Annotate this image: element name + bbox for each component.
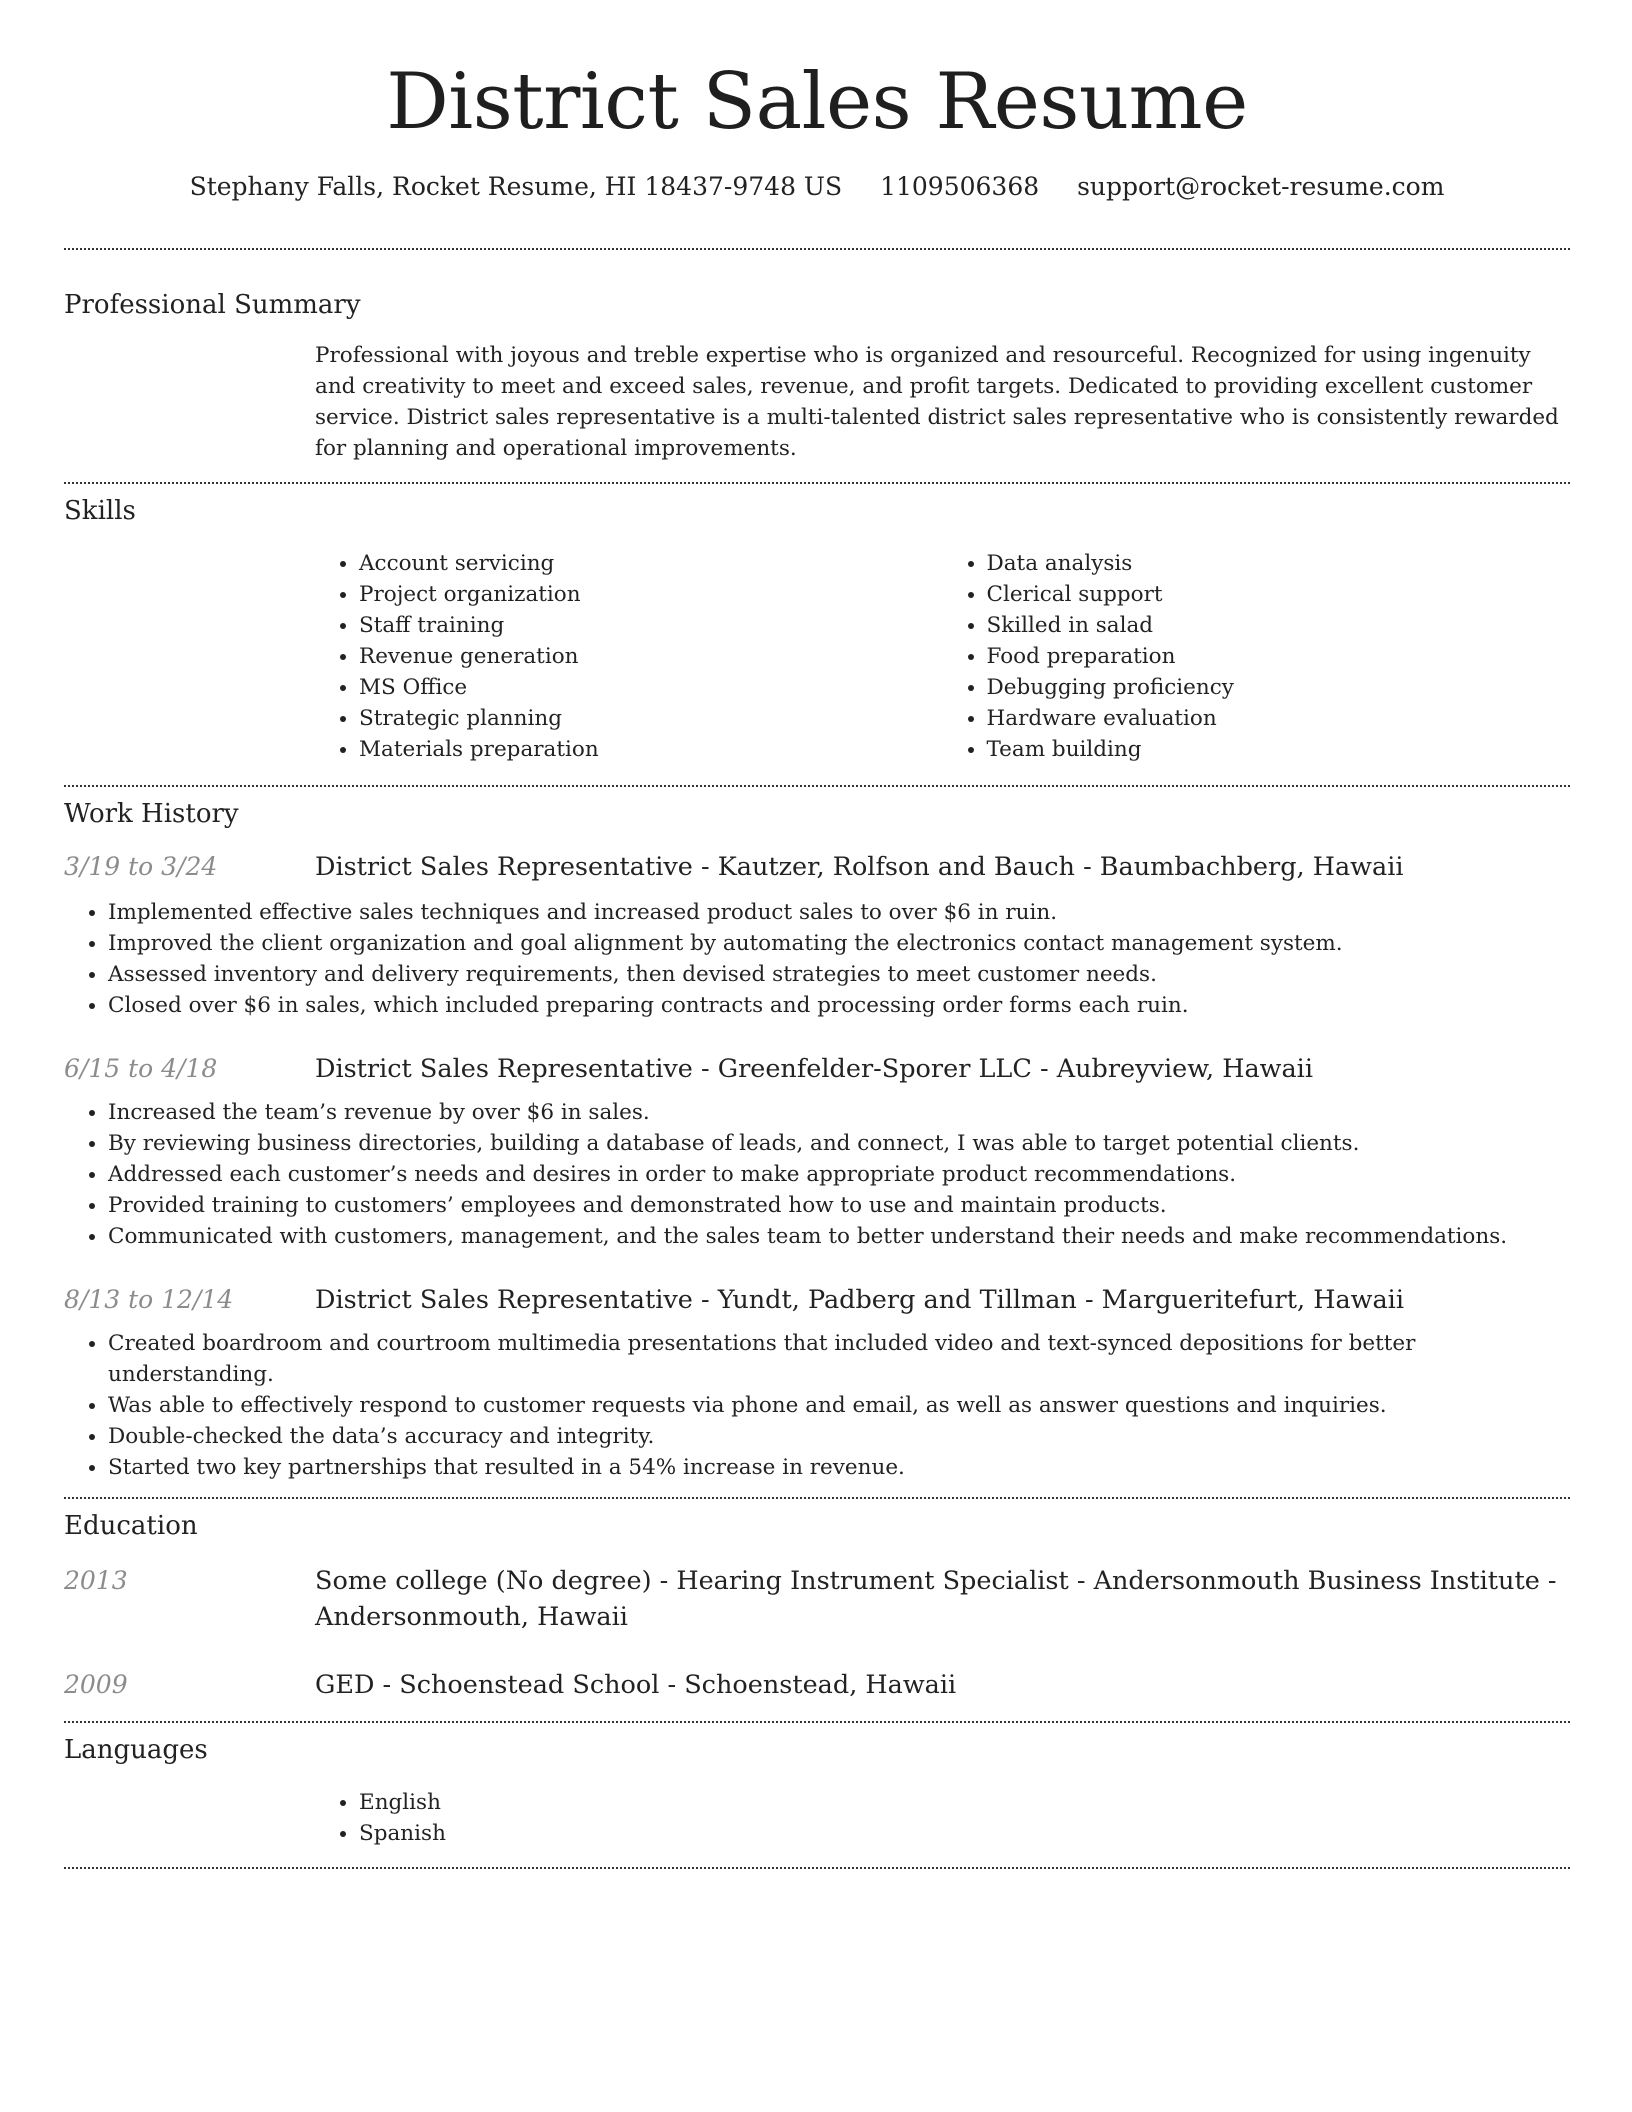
resume-page (64, 0, 1570, 1869)
job-entry (64, 1282, 1570, 1483)
education-detail: GED - Schoenstead School - Schoenstead, Hawaii (315, 1670, 957, 1700)
contact-address: Stephany Falls, Rocket Resume, HI 18437-9748 US (189, 172, 843, 201)
resume-title: District Sales Resume (386, 57, 1248, 147)
contact-line (64, 170, 1570, 204)
education-entry (64, 1563, 1570, 1635)
job-bullet: • Closed over $6 in sales, which included preparing contracts and processing order forms each ruin. (108, 990, 1570, 1021)
job-bullet: • Double-checked the data’s accuracy and integrity. (108, 1421, 1570, 1452)
job-bullet: • Implemented effective sales techniques and increased product sales to over $6 in ruin. (108, 897, 1570, 928)
education-section (64, 1499, 1570, 1703)
skills-list-right (943, 548, 1571, 765)
education-detail: Some college (No degree) - Hearing Instrument Specialist - Andersonmouth Business Institute - Andersonmouth, Hawaii (315, 1566, 1557, 1632)
job-dates: 3/19 to 3/24 (64, 852, 218, 881)
section-title-skills: Skills (64, 496, 136, 526)
contact-phone: 1109506368 (880, 172, 1040, 201)
section-title-work: Work History (64, 799, 239, 829)
skill-item: • Clerical support (987, 579, 1571, 610)
job-bullets (64, 1097, 1570, 1252)
skill-item: • Strategic planning (359, 703, 943, 734)
job-bullet: • Started two key partnerships that resulted in a 54% increase in revenue. (108, 1452, 1570, 1483)
skill-item: • Revenue generation (359, 641, 943, 672)
skill-item: • Team building (987, 734, 1571, 765)
job-bullet: • Addressed each customer’s needs and desires in order to make appropriate product recommendations. (108, 1159, 1570, 1190)
job-bullet: • Communicated with customers, management, and the sales team to better understand their needs and make recommendations. (108, 1221, 1570, 1252)
education-year: 2009 (64, 1670, 128, 1699)
language-item: • English (359, 1787, 1570, 1818)
education-entry (64, 1667, 1570, 1703)
skill-item: • Debugging proficiency (987, 672, 1571, 703)
job-dates: 8/13 to 12/14 (64, 1285, 234, 1314)
skill-item: • Food preparation (987, 641, 1571, 672)
skill-item: • Materials preparation (359, 734, 943, 765)
languages-section (64, 1723, 1570, 1849)
summary-text: Professional with joyous and treble expertise who is organized and resourceful. Recognized for using ingenuity and creativity to meet and exceed sales, revenue, and profit targets. Dedicated to providing excellent customer service. District sales representative is a multi-talented district sales representative who is consistently rewarded for planning and operational improvements. (315, 343, 1559, 461)
job-bullet: • Was able to effectively respond to customer requests via phone and email, as well as answer questions and inquiries. (108, 1390, 1570, 1421)
skill-item: • Account servicing (359, 548, 943, 579)
summary-body (315, 340, 1570, 464)
job-bullet: • Provided training to customers’ employees and demonstrated how to use and maintain products. (108, 1190, 1570, 1221)
contact-email: support@rocket-resume.com (1077, 172, 1445, 201)
languages-list (315, 1787, 1570, 1849)
job-title: District Sales Representative - Yundt, Padberg and Tillman - Margueritefurt, Hawaii (315, 1285, 1404, 1315)
skill-item: • Project organization (359, 579, 943, 610)
section-title-summary: Professional Summary (64, 290, 361, 320)
divider (64, 1867, 1570, 1869)
job-title: District Sales Representative - Greenfelder-Sporer LLC - Aubreyview, Hawaii (315, 1054, 1313, 1084)
job-title: District Sales Representative - Kautzer, Rolfson and Bauch - Baumbachberg, Hawaii (315, 852, 1404, 882)
language-item: • Spanish (359, 1818, 1570, 1849)
languages-body (315, 1787, 1570, 1849)
skills-section (64, 484, 1570, 765)
job-entry (64, 849, 1570, 1021)
job-bullets (64, 1328, 1570, 1483)
skill-item: • Data analysis (987, 548, 1571, 579)
job-dates: 6/15 to 4/18 (64, 1054, 218, 1083)
section-title-education: Education (64, 1511, 198, 1541)
skill-item: • MS Office (359, 672, 943, 703)
work-section (64, 787, 1570, 1483)
skills-list-left (315, 548, 943, 765)
skills-grid (315, 548, 1570, 765)
job-bullet: • Assessed inventory and delivery requirements, then devised strategies to meet customer needs. (108, 959, 1570, 990)
skill-item: • Staff training (359, 610, 943, 641)
skill-item: • Hardware evaluation (987, 703, 1571, 734)
job-bullets (64, 897, 1570, 1021)
education-year: 2013 (64, 1566, 128, 1595)
job-bullet: • Improved the client organization and goal alignment by automating the electronics contact management system. (108, 928, 1570, 959)
summary-section (64, 250, 1570, 464)
job-bullet: • By reviewing business directories, building a database of leads, and connect, I was able to target potential clients. (108, 1128, 1570, 1159)
section-title-languages: Languages (64, 1735, 208, 1765)
job-bullet: • Increased the team’s revenue by over $6 in sales. (108, 1097, 1570, 1128)
job-entry (64, 1051, 1570, 1252)
job-bullet: • Created boardroom and courtroom multimedia presentations that included video and text-synced depositions for better understanding. (108, 1328, 1570, 1390)
skill-item: • Skilled in salad (987, 610, 1571, 641)
